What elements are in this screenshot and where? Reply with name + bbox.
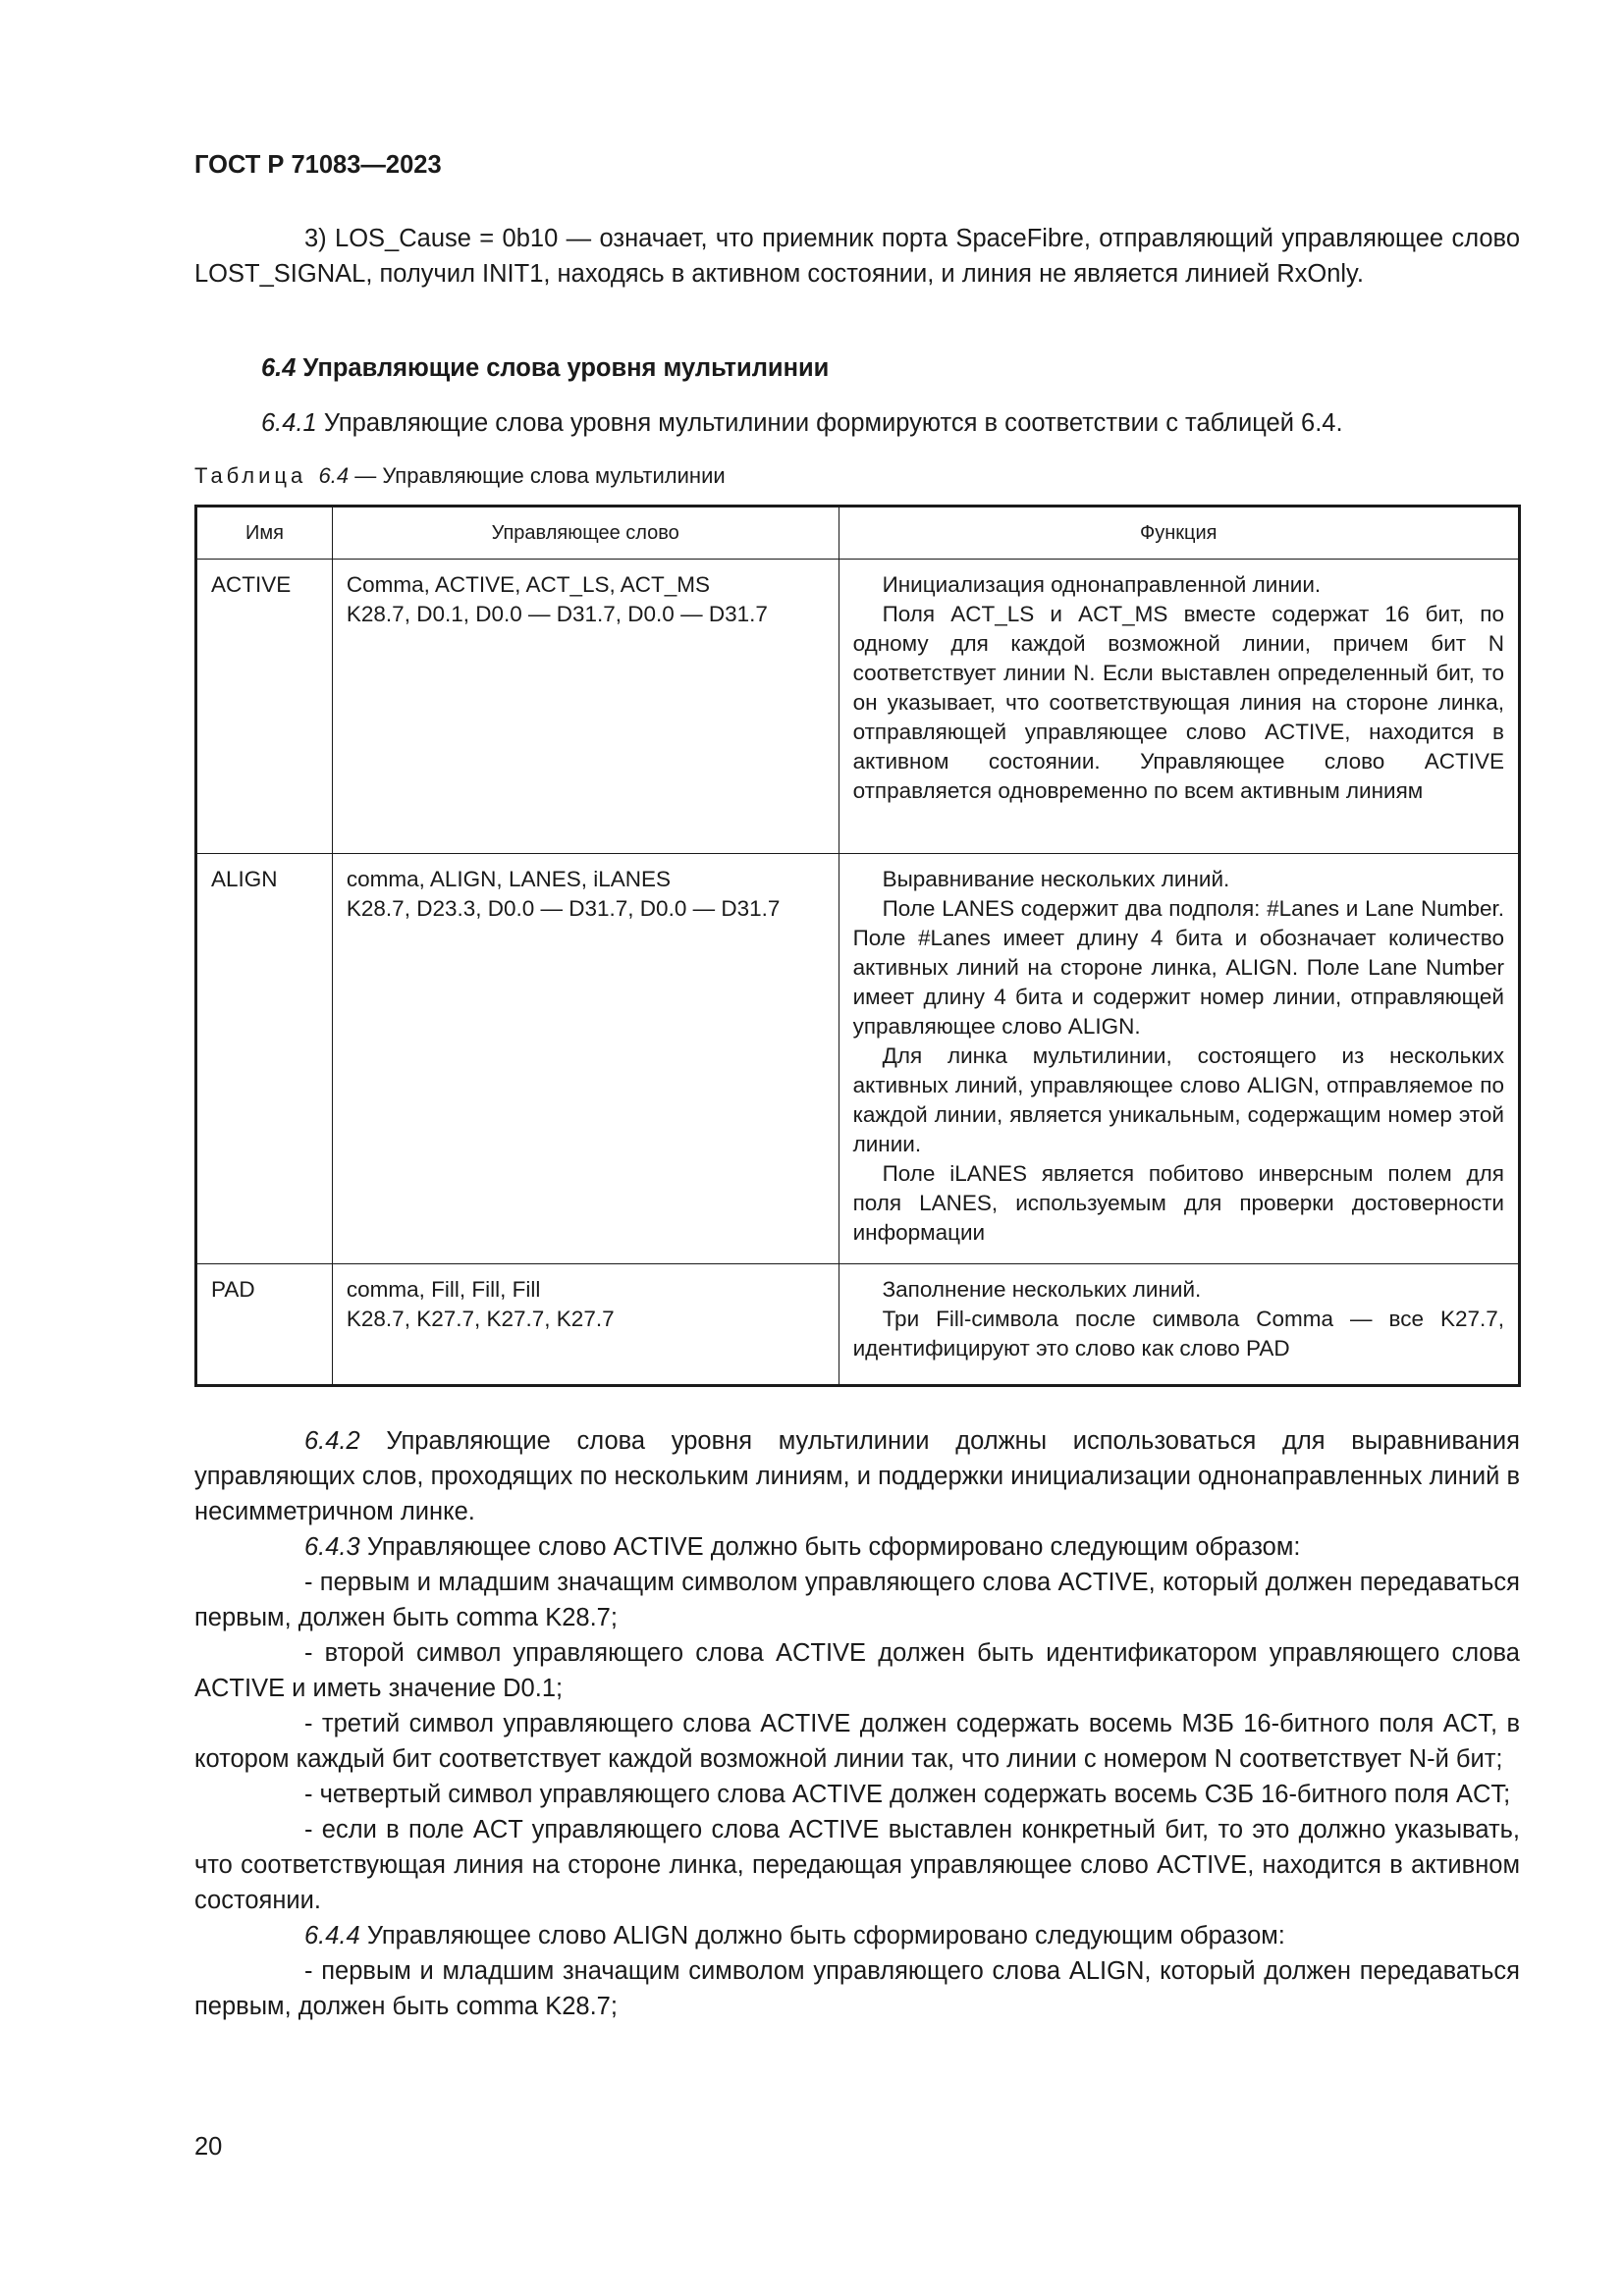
- paragraph-text: Управляющее слово ALIGN должно быть сформировано следующим образом:: [366, 1922, 1285, 1949]
- header-function: Функция: [839, 507, 1519, 560]
- row-name: ACTIVE: [196, 560, 333, 854]
- word-line-1: comma, Fill, Fill, Fill: [346, 1277, 541, 1302]
- word-line-2: K28.7, K27.7, K27.7, K27.7: [346, 1307, 615, 1331]
- list-item-3: 3) LOS_Cause = 0b10 — означает, что приемник порта SpaceFibre, отправляющий управляющее слово LOST_SIGNAL, получил INIT1, находясь в активном состоянии, и линия не является линией RxOnly.: [194, 225, 1520, 288]
- paragraph-text: Управляющие слова уровня мультилинии формируются в соответствии с таблицей 6.4.: [323, 409, 1343, 437]
- word-line-2: K28.7, D0.1, D0.0 — D31.7, D0.0 — D31.7: [346, 602, 768, 626]
- intro-block: [194, 221, 1520, 292]
- row-function: [839, 854, 1519, 1264]
- word-line-1: Comma, ACTIVE, ACT_LS, ACT_MS: [346, 572, 710, 597]
- function-paragraph: Выравнивание нескольких линий.: [882, 867, 1230, 891]
- caption-prefix: Таблица: [194, 463, 307, 488]
- row-word: [332, 560, 839, 854]
- paragraph-6-4-4: [194, 1918, 1520, 1953]
- paragraph-text: Управляющие слова уровня мультилинии должны использоваться для выравнивания управляющих слов, проходящих по нескольким линиям, и поддержки инициализации однонаправленных линий в несимметричном линке.: [194, 1427, 1520, 1525]
- header-name: Имя: [196, 507, 333, 560]
- paragraph-number: 6.4.1: [261, 409, 317, 437]
- table-row: [196, 1264, 1520, 1386]
- table-caption: [194, 461, 726, 491]
- body-text: [194, 1423, 1520, 2024]
- list-item: - первым и младшим значащим символом управляющего слова ACTIVE, который должен передаваться первым, должен быть comma K28.7;: [194, 1569, 1520, 1631]
- section-title: [194, 350, 1520, 386]
- list-item: - четвертый символ управляющего слова ACTIVE должен содержать восемь СЗБ 16-битного поля ACT;: [304, 1781, 1511, 1808]
- row-name: ALIGN: [196, 854, 333, 1264]
- section-title-text: Управляющие слова уровня мультилинии: [302, 354, 830, 382]
- table-row: [196, 560, 1520, 854]
- page-number: 20: [194, 2133, 223, 2161]
- list-item: - третий символ управляющего слова ACTIVE должен содержать восемь МЗБ 16-битного поля ACT, в котором каждый бит соответствует каждой возможной линии так, что линии с номером N соответствует N-й бит;: [194, 1710, 1520, 1773]
- paragraph-6-4-3: [194, 1529, 1520, 1565]
- row-name: PAD: [196, 1264, 333, 1386]
- word-line-2: K28.7, D23.3, D0.0 — D31.7, D0.0 — D31.7: [346, 896, 781, 921]
- section-6-4: [194, 350, 1520, 441]
- paragraph-text: Управляющее слово ACTIVE должно быть сформировано следующим образом:: [366, 1533, 1301, 1561]
- table-row: [196, 854, 1520, 1264]
- paragraph-number: 6.4.2: [304, 1427, 360, 1455]
- word-line-1: comma, ALIGN, LANES, iLANES: [346, 867, 672, 891]
- list-item: - если в поле ACT управляющего слова ACTIVE выставлен конкретный бит, то это должно указывать, что соответствующая линия на стороне линка, передающая управляющее слово ACTIVE, находится в активном состоянии.: [194, 1816, 1520, 1914]
- caption-text: — Управляющие слова мультилинии: [349, 463, 726, 488]
- header-word: Управляющее слово: [332, 507, 839, 560]
- document-header: ГОСТ Р 71083—2023: [194, 151, 442, 179]
- function-paragraph: Три Fill-символа после символа Comma — все K27.7, идентифицируют это слово как слово PAD: [852, 1307, 1504, 1361]
- function-paragraph: Инициализация однонаправленной линии.: [882, 572, 1322, 597]
- paragraph-number: 6.4.4: [304, 1922, 360, 1949]
- caption-number: 6.4: [318, 463, 350, 488]
- row-word: [332, 1264, 839, 1386]
- row-function: [839, 560, 1519, 854]
- row-word: [332, 854, 839, 1264]
- function-paragraph: Для линка мультилинии, состоящего из нескольких активных линий, управляющее слово ALIGN, отправляемое по каждой линии, является уникальным, содержащим номер этой линии.: [852, 1043, 1504, 1156]
- control-words-table: [194, 505, 1521, 1387]
- paragraph-6-4-1: [194, 405, 1520, 441]
- section-number: 6.4: [261, 354, 297, 382]
- list-item: - второй символ управляющего слова ACTIVE должен быть идентификатором управляющего слова ACTIVE и иметь значение D0.1;: [194, 1639, 1520, 1702]
- function-paragraph: Поле LANES содержит два подполя: #Lanes и Lane Number. Поле #Lanes имеет длину 4 бита и обозначает количество активных линий на стороне линка, ALIGN. Поле Lane Number имеет длину 4 бита и содержит номер линии, отправляющей управляющее слово ALIGN.: [852, 896, 1504, 1039]
- paragraph-number: 6.4.3: [304, 1533, 360, 1561]
- paragraph-6-4-2: [194, 1423, 1520, 1529]
- list-item: - первым и младшим значащим символом управляющего слова ALIGN, который должен передаваться первым, должен быть comma K28.7;: [194, 1957, 1520, 2020]
- function-paragraph: Поле iLANES является побитово инверсным полем для поля LANES, используемым для проверки достоверности информации: [852, 1161, 1504, 1245]
- function-paragraph: Поля ACT_LS и ACT_MS вместе содержат 16 бит, по одному для каждой возможной линии, причем бит N соответствует линии N. Если выставлен определенный бит, то он указывает, что соответствующая линия на стороне линка, отправляющей управляющее слово ACTIVE, находится в активном состоянии. Управляющее слово ACTIVE отправляется одновременно по всем активным линиям: [852, 602, 1504, 803]
- function-paragraph: Заполнение нескольких линий.: [882, 1277, 1202, 1302]
- row-function: [839, 1264, 1519, 1386]
- table-header-row: [196, 507, 1520, 560]
